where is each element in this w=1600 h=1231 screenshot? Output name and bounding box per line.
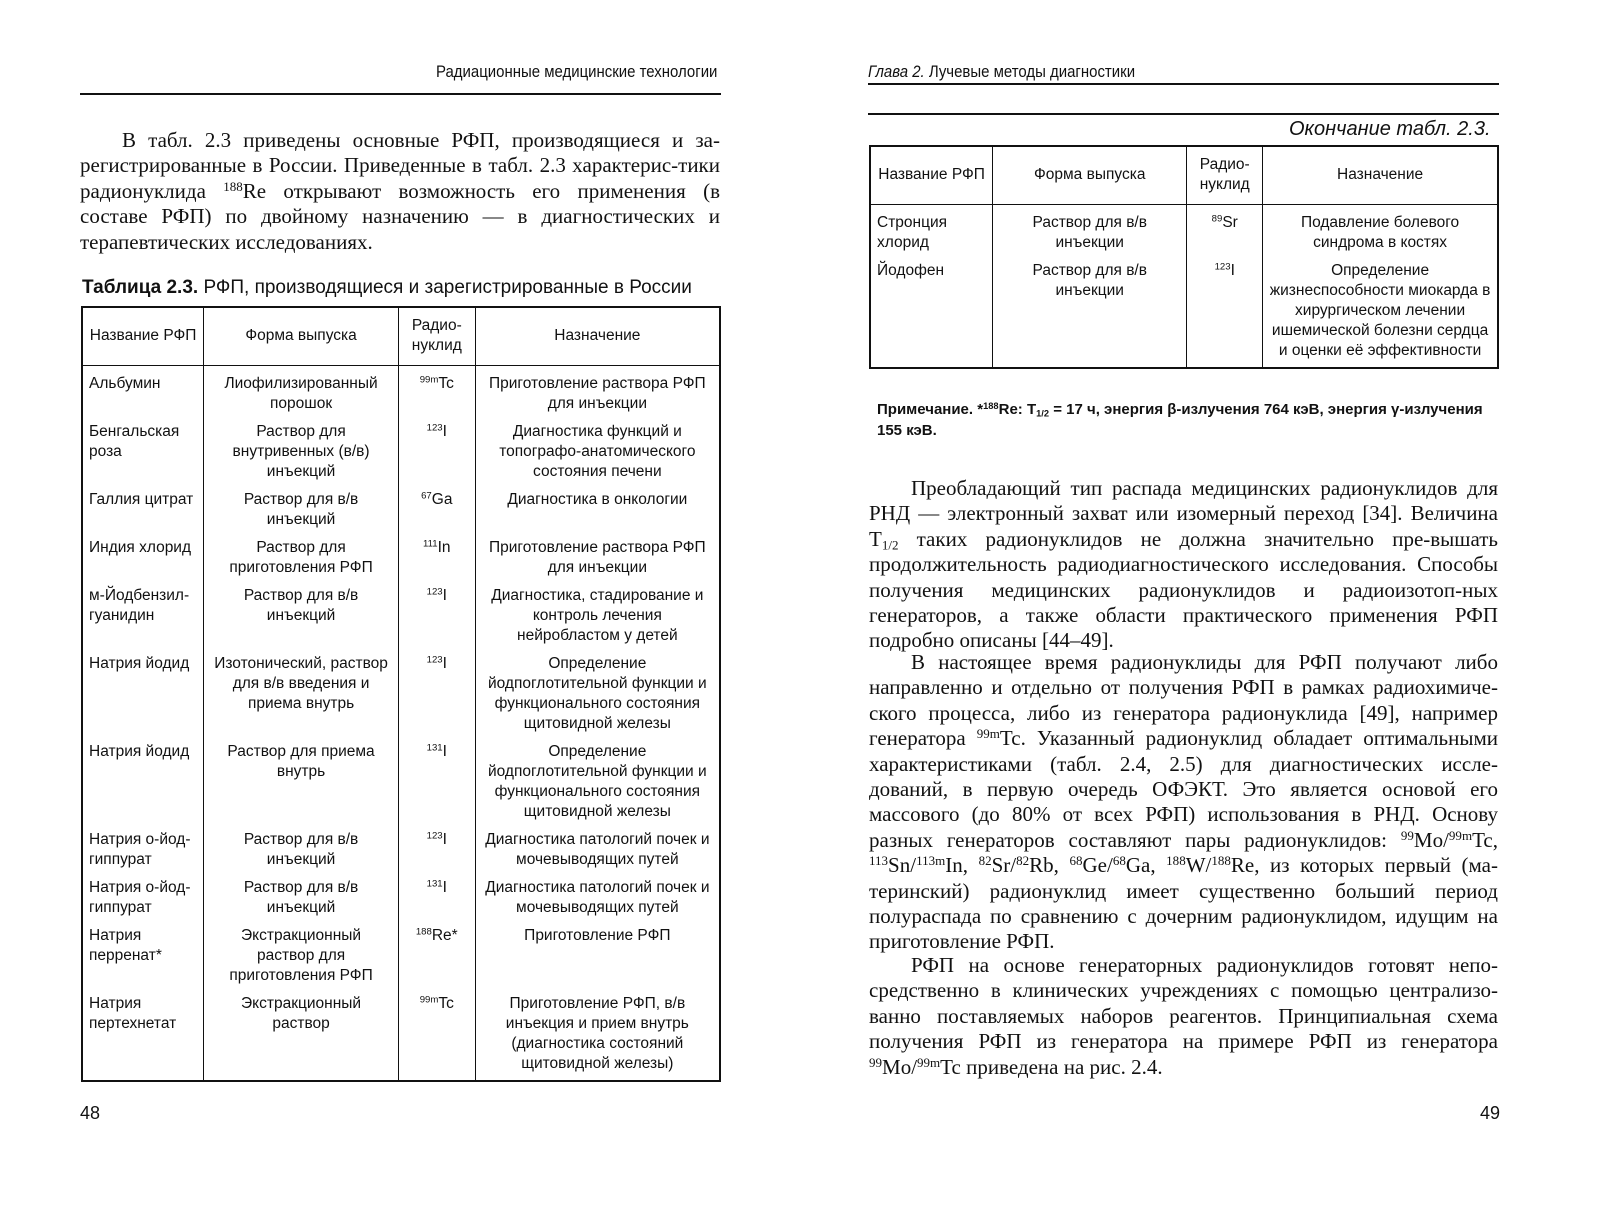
nuclide-mass-number: 123 <box>426 654 443 666</box>
nuclide-mass-number: 123 <box>426 830 443 842</box>
header-rule-right <box>868 83 1499 85</box>
table-row <box>82 365 720 418</box>
nuclide-mass-number: 131 <box>426 878 443 890</box>
cell-rfp-name: Галлия цитрат <box>82 486 204 534</box>
running-header-left: Радиационные медицинские технологии <box>436 62 718 81</box>
cell-nuclide <box>398 990 475 1081</box>
cell-purpose: Диагностика, стадирование и контроль лечения нейробластом у детей <box>475 582 720 650</box>
table-row <box>82 874 720 922</box>
nuclide-symbol: I <box>442 422 447 440</box>
nuclide-mass-number: 99m <box>419 374 439 386</box>
nuclide-symbol: I <box>442 742 447 760</box>
cell-nuclide <box>398 534 475 582</box>
table-row <box>82 650 720 738</box>
page-number-right: 49 <box>1480 1103 1501 1123</box>
table-row <box>82 990 720 1081</box>
cell-release-form: Раствор для в/в инъекции <box>993 257 1187 368</box>
cell-purpose: Определение йодпоглотительной функции и функционального состояния щитовидной железы <box>475 650 720 738</box>
cell-nuclide <box>1187 257 1263 368</box>
table-row <box>82 582 720 650</box>
cell-rfp-name: Йодофен <box>870 257 993 368</box>
nuclide-symbol: I <box>442 878 447 896</box>
cell-release-form: Лиофилизированный порошок <box>204 365 399 418</box>
cell-nuclide <box>398 738 475 826</box>
nuclide-symbol: Re* <box>431 926 458 944</box>
cell-nuclide <box>398 650 475 738</box>
table-row <box>870 204 1498 257</box>
header-nuclide: Радио-нуклид <box>398 307 475 365</box>
nuclide-symbol: Tc <box>438 374 454 392</box>
cell-purpose: Диагностика патологий почек и мочевыводящих путей <box>475 826 720 874</box>
cell-release-form: Экстракционный раствор <box>204 990 399 1081</box>
cell-release-form: Раствор для в/в инъекций <box>204 486 399 534</box>
nuclide-symbol: I <box>442 586 447 604</box>
cell-purpose: Диагностика функций и топографо-анатомического состояния печени <box>475 418 720 486</box>
header-rule-left <box>80 93 721 95</box>
table-row <box>870 257 1498 368</box>
cell-purpose: Определение жизнеспособности миокарда в хирургическом лечении ишемической болезни сердца и оценки её эффективности <box>1263 257 1498 368</box>
cell-purpose: Приготовление РФП <box>475 922 720 990</box>
cell-purpose: Диагностика патологий почек и мочевыводящих путей <box>475 874 720 922</box>
cell-nuclide <box>398 486 475 534</box>
table-row <box>82 922 720 990</box>
cell-release-form: Изотонический, раствор для в/в введения и приема внутрь <box>204 650 399 738</box>
table-note: Примечание. *$^{188}$Re: $T_{1/2} = 17$ ч, энергия β-излучения 764 кэВ, энергия γ-излучения 155 кэВ. <box>877 400 1483 439</box>
nuclide-symbol: I <box>442 830 447 848</box>
nuclide-mass-number: 123 <box>1214 261 1231 273</box>
nuclide-symbol: I <box>1230 261 1235 279</box>
cell-release-form: Экстракционный раствор для приготовления РФП <box>204 922 399 990</box>
table-caption: Таблица 2.3. РФП, производящиеся и зарегистрированные в России <box>82 277 692 298</box>
nuclide-mass-number: 123 <box>426 422 443 434</box>
cell-release-form: Раствор для в/в инъекций <box>204 874 399 922</box>
paragraph-preparation: РФП на основе генераторных радионуклидов готовят непо-средственно в клинических учреждениях с помощью централизо-ванно поставляемых наборов реагентов. Принципиальная схема получения РФП из генератора на примере РФП из генератора $^{99}$Mo/$^{99m}$Tc приведена на рис. 2.4. <box>869 953 1498 1079</box>
cell-rfp-name: Стронция хлорид <box>870 204 993 257</box>
cell-nuclide <box>398 365 475 418</box>
cell-purpose: Определение йодпоглотительной функции и функционального состояния щитовидной железы <box>475 738 720 826</box>
table-row <box>82 534 720 582</box>
cell-purpose: Диагностика в онкологии <box>475 486 720 534</box>
running-header-right: Глава 2. Лучевые методы диагностики <box>868 62 1136 81</box>
cell-rfp-name: м-Йодбензил-гуанидин <box>82 582 204 650</box>
nuclide-mass-number: 67 <box>421 490 432 502</box>
cell-nuclide <box>398 826 475 874</box>
nuclide-mass-number: 131 <box>426 742 443 754</box>
cell-purpose: Приготовление раствора РФП для инъекции <box>475 365 720 418</box>
nuclide-symbol: Ga <box>431 490 453 508</box>
cell-release-form: Раствор для приема внутрь <box>204 738 399 826</box>
cell-purpose: Приготовление раствора РФП для инъекции <box>475 534 720 582</box>
rfp-table-continued <box>869 145 1499 369</box>
nuclide-symbol: Tc <box>438 994 454 1012</box>
nuclide-mass-number: 188 <box>415 926 432 938</box>
nuclide-symbol: I <box>442 654 447 672</box>
nuclide-mass-number: 99m <box>419 994 439 1006</box>
header-form: Форма выпуска <box>204 307 399 365</box>
header-name: Название РФП <box>82 307 204 365</box>
cell-rfp-name: Натрия о-йод-гиппурат <box>82 874 204 922</box>
intro-paragraph: В табл. 2.3 приведены основные РФП, производящиеся и за-регистрированные в России. Приведенные в табл. 2.3 характерис-тики радионуклида $^{188}$Re открывают возможность его применения (в составе РФП) по двойному назначению — в диагностических и терапевтических исследованиях. <box>80 128 720 254</box>
cell-rfp-name: Альбумин <box>82 365 204 418</box>
rfp-table <box>81 306 721 1082</box>
cell-purpose: Приготовление РФП, в/в инъекция и прием внутрь (диагностика состояний щитовидной железы) <box>475 990 720 1081</box>
cell-release-form: Раствор для в/в инъекции <box>993 204 1187 257</box>
cell-rfp-name: Натрия йодид <box>82 650 204 738</box>
table-row <box>82 826 720 874</box>
table-row <box>82 486 720 534</box>
table-row <box>82 418 720 486</box>
cell-rfp-name: Натрия перренат* <box>82 922 204 990</box>
cell-nuclide <box>1187 204 1263 257</box>
cell-nuclide <box>398 922 475 990</box>
cell-nuclide <box>398 874 475 922</box>
nuclide-symbol: In <box>437 538 451 556</box>
header-purpose: Назначение <box>1263 146 1498 204</box>
table-top-rule <box>868 113 1499 115</box>
table-continuation-label: Окончание табл. 2.3. <box>1289 118 1491 140</box>
cell-release-form: Раствор для внутривенных (в/в) инъекций <box>204 418 399 486</box>
paragraph-decay: Преобладающий тип распада медицинских радионуклидов для РНД — электронный захват или изомерный переход [34]. Величина $T_{1/2}$ таких радионуклидов не должна значительно пре-вышать продолжительность радиодиагностического исследования. Способы получения медицинских радионуклидов и радиоизотоп-ных генераторов, а также области практического применения РФП подробно описаны [44–49]. <box>869 476 1498 653</box>
cell-nuclide <box>398 418 475 486</box>
cell-release-form: Раствор для в/в инъекций <box>204 582 399 650</box>
nuclide-mass-number: 111 <box>423 538 438 550</box>
cell-rfp-name: Натрия о-йод-гиппурат <box>82 826 204 874</box>
page-number-left: 48 <box>80 1103 101 1123</box>
cell-purpose: Подавление болевого синдрома в костях <box>1263 204 1498 257</box>
nuclide-symbol: Sr <box>1222 213 1238 231</box>
cell-release-form: Раствор для приготовления РФП <box>204 534 399 582</box>
header-nuclide: Радио-нуклид <box>1187 146 1263 204</box>
cell-rfp-name: Бенгальская роза <box>82 418 204 486</box>
paragraph-generators: В настоящее время радионуклиды для РФП получают либо направленно и отдельно от получения РФП в рамках радиохимиче-ского процесса, либо из генератора радионуклида [49], например генератора $^{99m}$Tc. Указанный радионуклид обладает оптимальными характеристиками (табл. 2.4, 2.5) для диагностических иссле-дований, в первую очередь ОФЭКТ. Это является основой его массового (до 80% от всех РФП) использования в РНД. Основу разных генераторов составляют пары радионуклидов: $^{99}$Mo/$^{99m}$Tc, $^{113}$Sn/$^{113m}$In, $^{82}$Sr/$^{82}$Rb, $^{68}$Ge/$^{68}$Ga, $^{188}$W/$^{188}$Re, из которых первый (ма-теринский) радионуклид имеет существенно больший период полураспада по сравнению с дочерним радионуклидом, идущим на приготовление РФП. <box>869 650 1498 954</box>
table-row <box>82 738 720 826</box>
cell-rfp-name: Натрия пертехнетат <box>82 990 204 1081</box>
header-purpose: Назначение <box>475 307 720 365</box>
header-name: Название РФП <box>870 146 993 204</box>
header-form: Форма выпуска <box>993 146 1187 204</box>
cell-rfp-name: Натрия йодид <box>82 738 204 826</box>
cell-nuclide <box>398 582 475 650</box>
cell-release-form: Раствор для в/в инъекций <box>204 826 399 874</box>
cell-rfp-name: Индия хлорид <box>82 534 204 582</box>
nuclide-mass-number: 89 <box>1211 213 1223 225</box>
nuclide-mass-number: 123 <box>426 586 443 598</box>
